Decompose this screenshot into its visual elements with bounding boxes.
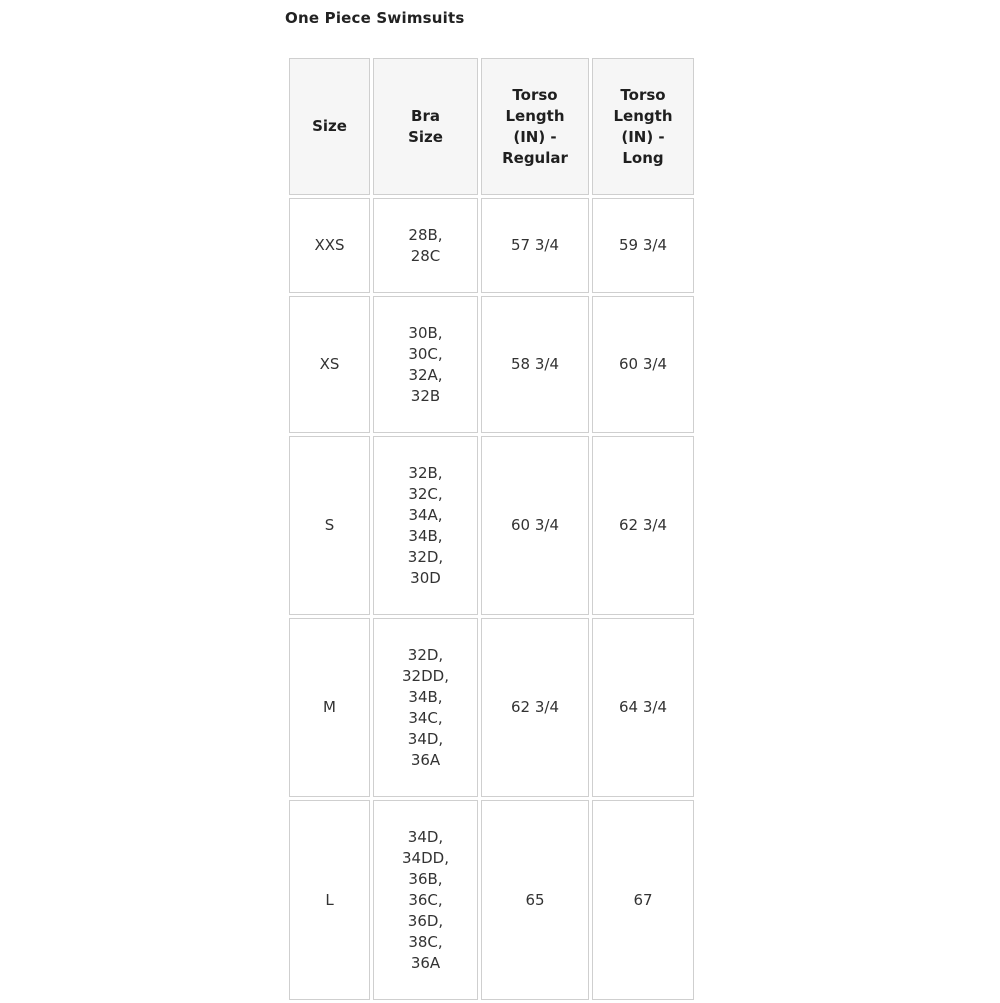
- table-row: [289, 436, 694, 615]
- bra-size-cell: 30B, 30C, 32A, 32B: [373, 296, 478, 433]
- torso-regular-cell: 57 3/4: [481, 198, 589, 293]
- header-torso-regular: Torso Length (IN) - Regular: [481, 58, 589, 195]
- bra-size-cell: 28B, 28C: [373, 198, 478, 293]
- torso-long-cell: 67: [592, 800, 694, 1000]
- header-size: Size: [289, 58, 370, 195]
- size-chart-table: [286, 55, 697, 1003]
- torso-long-cell: 62 3/4: [592, 436, 694, 615]
- table-row: [289, 296, 694, 433]
- torso-long-cell: 64 3/4: [592, 618, 694, 797]
- torso-regular-cell: 65: [481, 800, 589, 1000]
- bra-size-cell: 32B, 32C, 34A, 34B, 32D, 30D: [373, 436, 478, 615]
- table-row: [289, 618, 694, 797]
- torso-regular-cell: 58 3/4: [481, 296, 589, 433]
- size-cell: XXS: [289, 198, 370, 293]
- table-header-row: [289, 58, 694, 195]
- bra-size-cell: 32D, 32DD, 34B, 34C, 34D, 36A: [373, 618, 478, 797]
- size-cell: XS: [289, 296, 370, 433]
- torso-long-cell: 59 3/4: [592, 198, 694, 293]
- header-bra-size: Bra Size: [373, 58, 478, 195]
- size-cell: M: [289, 618, 370, 797]
- page-title: One Piece Swimsuits: [285, 9, 465, 27]
- bra-size-cell: 34D, 34DD, 36B, 36C, 36D, 38C, 36A: [373, 800, 478, 1000]
- size-cell: S: [289, 436, 370, 615]
- torso-regular-cell: 60 3/4: [481, 436, 589, 615]
- table-row: [289, 800, 694, 1000]
- torso-long-cell: 60 3/4: [592, 296, 694, 433]
- size-cell: L: [289, 800, 370, 1000]
- header-torso-long: Torso Length (IN) - Long: [592, 58, 694, 195]
- table-row: [289, 198, 694, 293]
- torso-regular-cell: 62 3/4: [481, 618, 589, 797]
